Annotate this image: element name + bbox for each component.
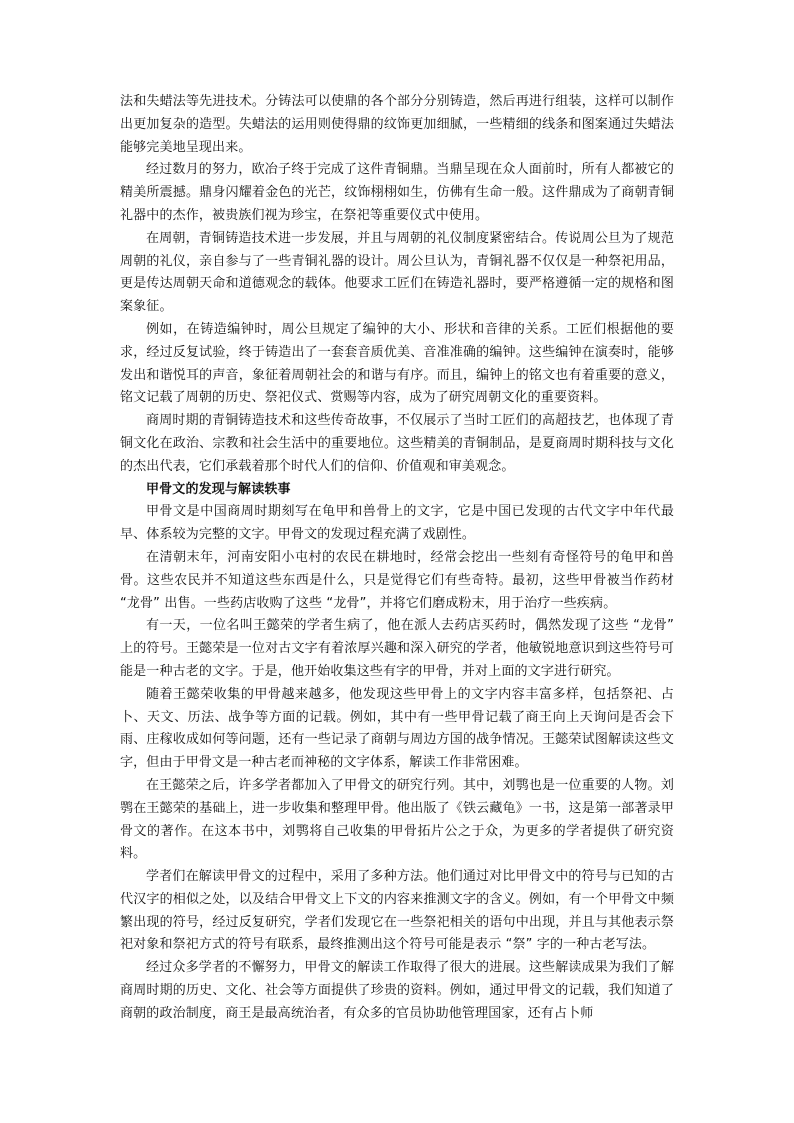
paragraph: 经过数月的努力，欧冶子终于完成了这件青铜鼎。当鼎呈现在众人面前时，所有人都被它的精美所震撼。鼎身闪耀着金色的光芒，纹饰栩栩如生，仿佛有生命一般。这件鼎成为了商朝青铜礼器中的杰作，被贵族们视为珍宝，在祭祀等重要仪式中使用。	[120, 162, 674, 223]
paragraph: 甲骨文是中国商周时期刻写在龟甲和兽骨上的文字，它是中国已发现的古代文字中年代最早、体系较为完整的文字。甲骨文的发现过程充满了戏剧性。	[120, 504, 674, 543]
paragraph: 学者们在解读甲骨文的过程中，采用了多种方法。他们通过对比甲骨文中的符号与已知的古代汉字的相似之处，以及结合甲骨文上下文的内容来推测文字的含义。例如，有一个甲骨文中频繁出现的符号，经过反复研究，学者们发现它在一些祭祀相关的语句中出现，并且与其他表示祭祀对象和祭祀方式的符号有联系，最终推测出这个符号可能是表示 “祭” 字的一种古老写法。	[120, 869, 674, 953]
paragraph: 在王懿荣之后，许多学者都加入了甲骨文的研究行列。其中，刘鹗也是一位重要的人物。刘鹗在王懿荣的基础上，进一步收集和整理甲骨。他出版了《铁云藏龟》一书，这是第一部著录甲骨文的著作。在这本书中，刘鹗将自己收集的甲骨拓片公之于众，为更多的学者提供了研究资料。	[120, 777, 674, 862]
section-heading: 甲骨文的发现与解读轶事	[146, 481, 291, 497]
paragraph: 在周朝，青铜铸造技术进一步发展，并且与周朝的礼仪制度紧密结合。传说周公旦为了规范周朝的礼仪，亲自参与了一些青铜礼器的设计。周公旦认为，青铜礼器不仅仅是一种祭祀用品，更是传达周朝天命和道德观念的载体。他要求工匠们在铸造礼器时，要严格遵循一定的规格和图案象征。	[120, 230, 674, 315]
paragraph: 商周时期的青铜铸造技术和这些传奇故事，不仅展示了当时工匠们的高超技艺，也体现了青铜文化在政治、宗教和社会生活中的重要地位。这些精美的青铜制品，是夏商周时期科技与文化的杰出代表，它们承载着那个时代人们的信仰、价值观和审美观念。	[120, 413, 674, 474]
paragraph: 在清朝末年，河南安阳小屯村的农民在耕地时，经常会挖出一些刻有奇怪符号的龟甲和兽骨。这些农民并不知道这些东西是什么，只是觉得它们有些奇特。最初，这些甲骨被当作药材 “龙骨” 出售。一些药店收购了这些 “龙骨”，并将它们磨成粉末，用于治疗一些疾病。	[120, 549, 674, 611]
paragraph-continuation: 法和失蜡法等先进技术。分铸法可以使鼎的各个部分分别铸造，然后再进行组装，这样可以制作出更加复杂的造型。失蜡法的运用则使得鼎的纹饰更加细腻，一些精细的线条和图案通过失蜡法能够完美地呈现出来。	[120, 94, 674, 155]
document-page	[120, 91, 674, 1026]
paragraph: 例如，在铸造编钟时，周公旦规定了编钟的大小、形状和音律的关系。工匠们根据他的要求，经过反复试验，终于铸造出了一套套音质优美、音准准确的编钟。这些编钟在演奏时，能够发出和谐悦耳的声音，象征着周朝社会的和谐与有序。而且，编钟上的铭文也有着重要的意义，铭文记载了周朝的历史、祭祀仪式、赏赐等内容，成为了研究周朝文化的重要资料。	[120, 321, 674, 406]
paragraph: 有一天，一位名叫王懿荣的学者生病了，他在派人去药店买药时，偶然发现了这些 “龙骨” 上的符号。王懿荣是一位对古文字有着浓厚兴趣和深入研究的学者，他敏锐地意识到这些符号可能是一种古老的文字。于是，他开始收集这些有字的甲骨，并对上面的文字进行研究。	[120, 618, 674, 679]
paragraph: 经过众多学者的不懈努力，甲骨文的解读工作取得了很大的进展。这些解读成果为我们了解商周时期的历史、文化、社会等方面提供了珍贵的资料。例如，通过甲骨文的记载，我们知道了商朝的政治制度，商王是最高统治者，有众多的官员协助他管理国家，还有占卜师	[120, 960, 674, 1021]
paragraph: 随着王懿荣收集的甲骨越来越多，他发现这些甲骨上的文字内容丰富多样，包括祭祀、占卜、天文、历法、战争等方面的记载。例如，其中有一些甲骨记载了商王向上天询问是否会下雨、庄稼收成如何等问题，还有一些记录了商朝与周边方国的战争情况。王懿荣试图解读这些文字，但由于甲骨文是一种古老而神秘的文字体系，解读工作非常困难。	[120, 686, 674, 771]
